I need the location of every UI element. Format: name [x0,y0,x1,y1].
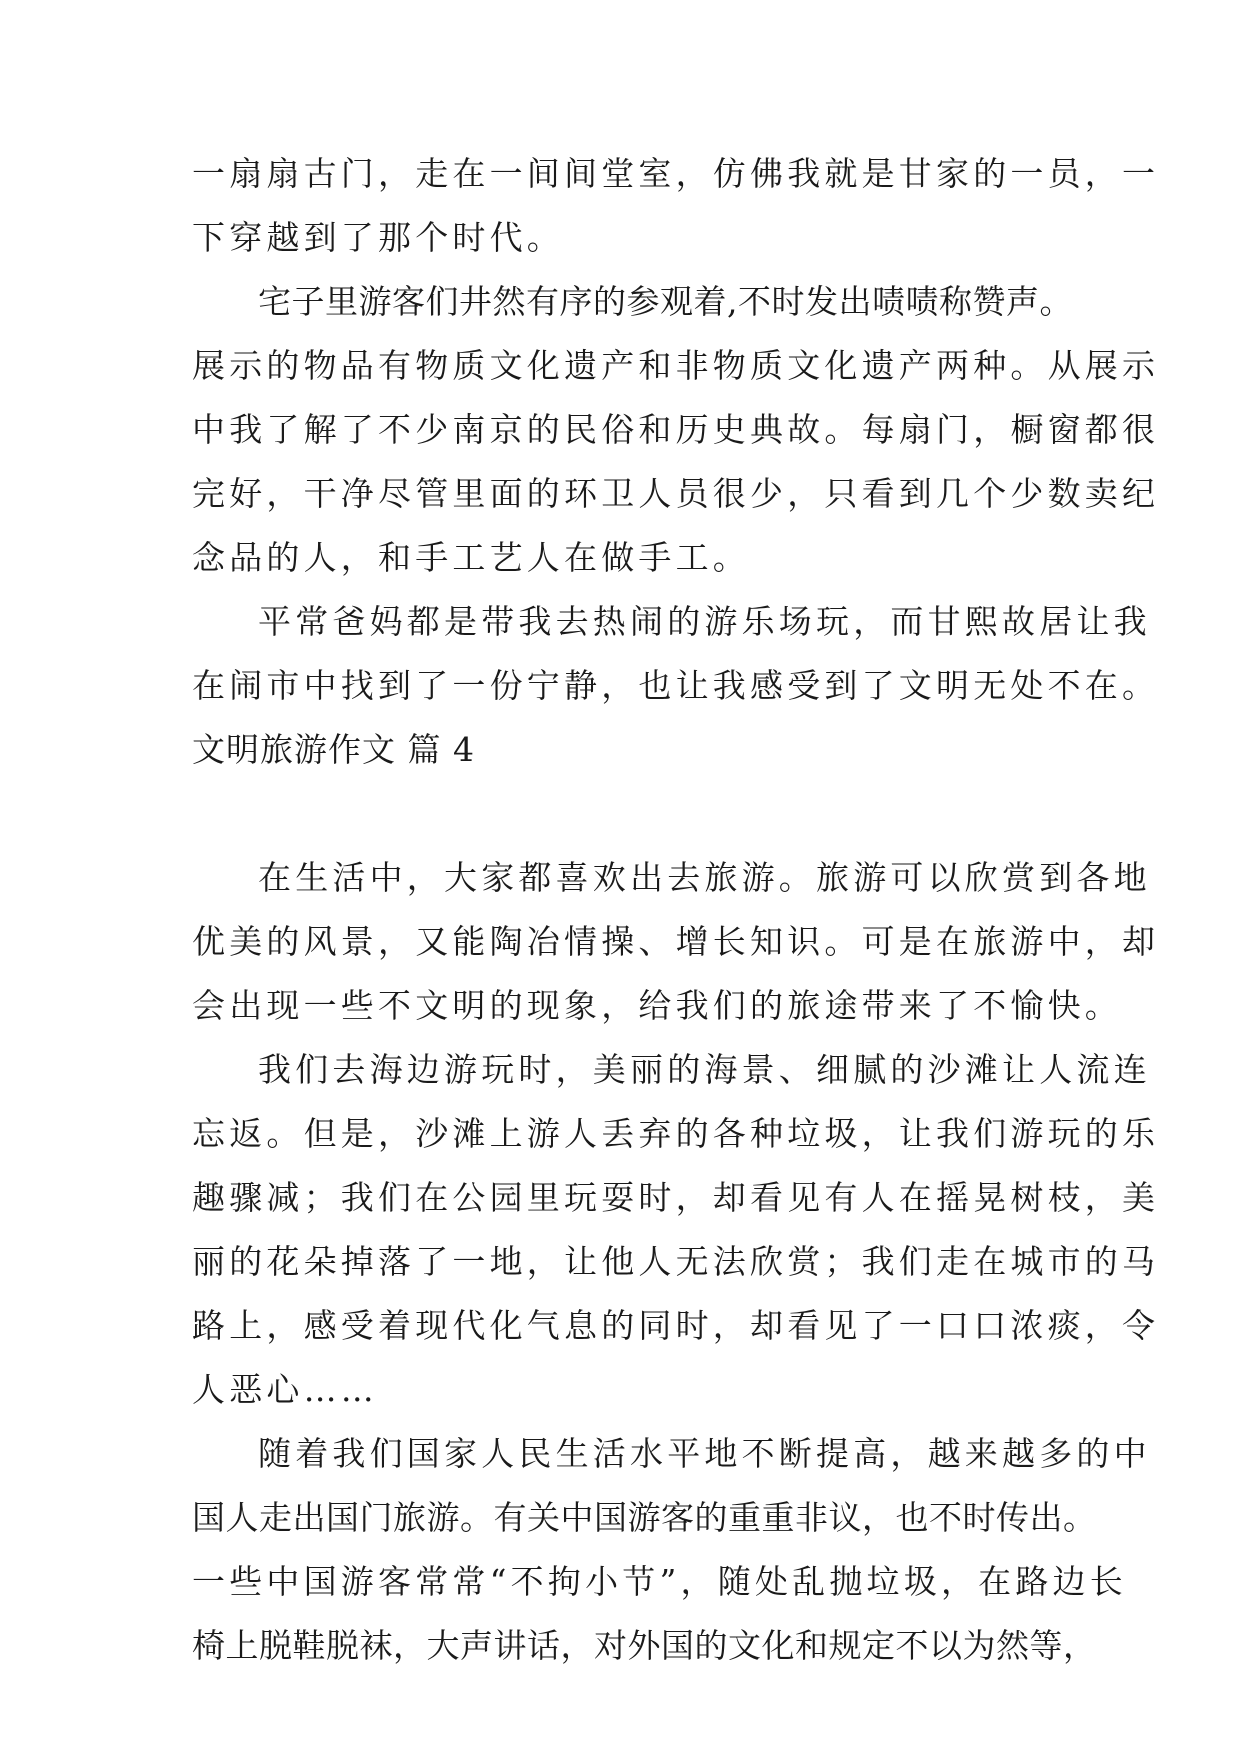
text-line: 国人走出国门旅游。有关中国游客的重重非议，也不时传出。 [192,1498,1097,1537]
text-line: 人恶心…… [192,1370,378,1409]
paragraph-first-line: 平常爸妈都是带我去热闹的游乐场玩，而甘熙故居让我 [258,602,1151,641]
text-line: 优美的风景，又能陶冶情操、增长知识。可是在旅游中，却 [192,922,1160,961]
text-line: 一些中国游客常常“不拘小节”，随处乱抛垃圾，在路边长 [192,1562,1127,1601]
text-line: 会出现一些不文明的现象，给我们的旅途带来了不愉快。 [192,986,1122,1025]
text-line: 中我了解了不少南京的民俗和历史典故。每扇门，橱窗都很 [192,410,1160,449]
paragraph-first-line: 随着我们国家人民生活水平地不断提高，越来越多的中 [258,1434,1151,1473]
text-line: 念品的人，和手工艺人在做手工。 [192,538,750,577]
text-line: 展示的物品有物质文化遗产和非物质文化遗产两种。从展示 [192,346,1160,385]
paragraph-first-line: 我们去海边游玩时，美丽的海景、细腻的沙滩让人流连 [258,1050,1151,1089]
paragraph-first-line: 宅子里游客们井然有序的参观着,不时发出啧啧称赞声。 [258,282,1073,321]
text-line: 下穿越到了那个时代。 [192,218,564,257]
text-line: 一扇扇古门，走在一间间堂室，仿佛我就是甘家的一员，一 [192,154,1160,193]
text-line: 丽的花朵掉落了一地，让他人无法欣赏；我们走在城市的马 [192,1242,1160,1281]
text-line: 路上，感受着现代化气息的同时，却看见了一口口浓痰，令 [192,1306,1160,1345]
section-heading: 文明旅游作文 篇 4 [192,730,475,769]
text-line: 忘返。但是，沙滩上游人丢弃的各种垃圾，让我们游玩的乐 [192,1114,1160,1153]
text-line: 在闹市中找到了一份宁静，也让我感受到了文明无处不在。 [192,666,1160,705]
text-line: 椅上脱鞋脱袜，大声讲话，对外国的文化和规定不以为然等， [192,1626,1097,1665]
text-line: 趣骤减；我们在公园里玩耍时，却看见有人在摇晃树枝，美 [192,1178,1160,1217]
paragraph-first-line: 在生活中，大家都喜欢出去旅游。旅游可以欣赏到各地 [258,858,1151,897]
text-line: 完好，干净尽管里面的环卫人员很少，只看到几个少数卖纪 [192,474,1160,513]
